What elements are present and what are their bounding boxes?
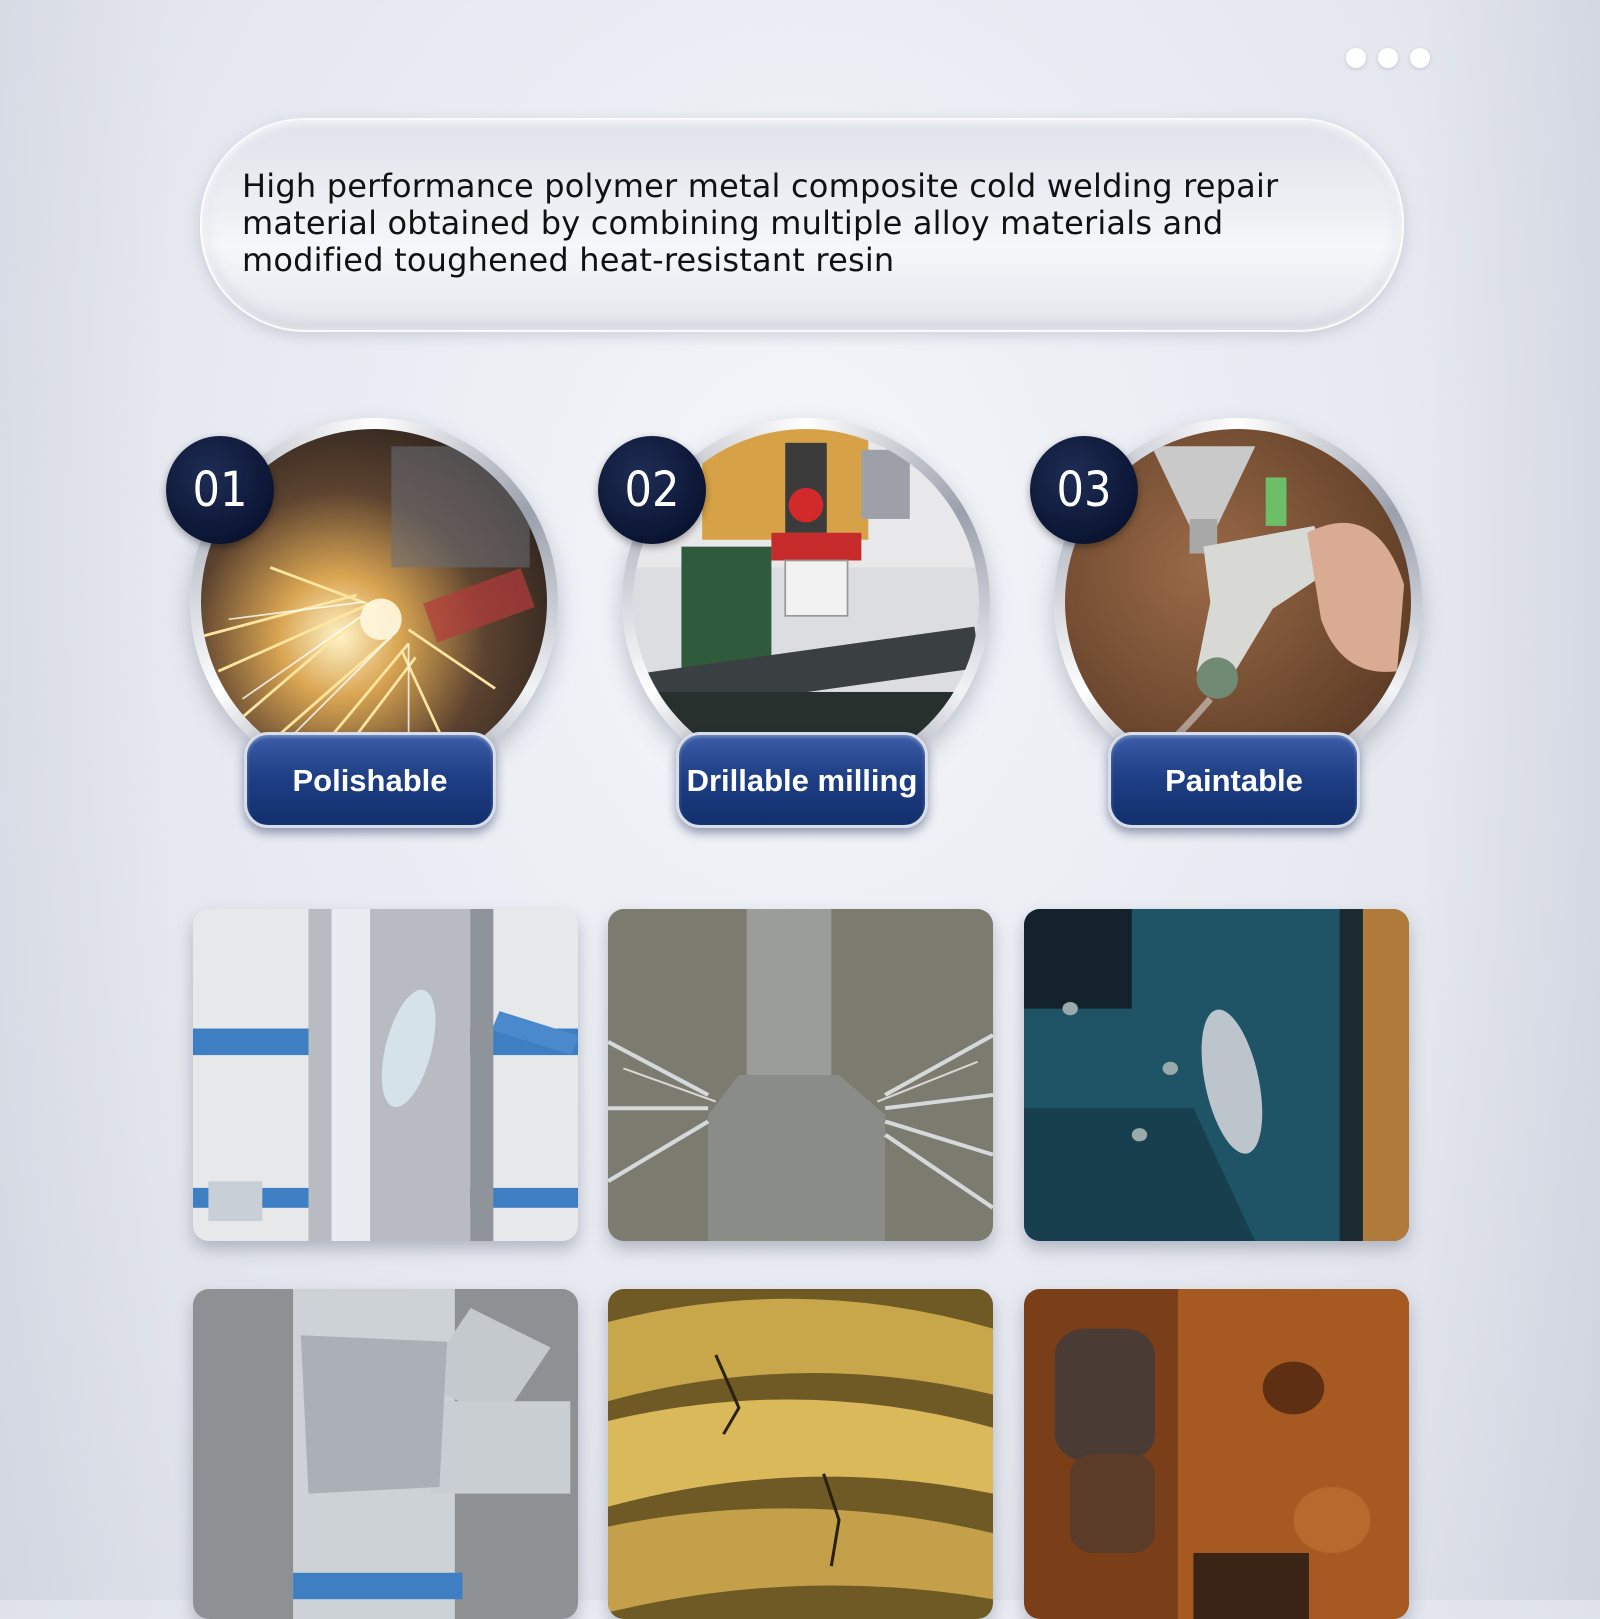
- right-shade: [1420, 0, 1600, 1600]
- feature-label: Polishable: [244, 732, 496, 828]
- feature-label: Paintable: [1108, 732, 1360, 828]
- leaking-pipe-photo: [608, 909, 993, 1241]
- pvc-pipe-repair-photo: [193, 1289, 578, 1619]
- more-options-icon[interactable]: [1346, 48, 1430, 68]
- rusted-valve-photo: [1024, 1289, 1409, 1619]
- left-shade: [0, 0, 170, 1600]
- step-number-badge: 02: [598, 436, 706, 544]
- dot: [1346, 48, 1366, 68]
- cracked-brass-pipe-photo: [608, 1289, 993, 1619]
- dot: [1410, 48, 1430, 68]
- step-number-badge: 01: [166, 436, 274, 544]
- feature-paintable: [1030, 418, 1430, 828]
- feature-drillable-milling: [598, 418, 998, 828]
- blue-machine-repair-photo: [1024, 909, 1409, 1241]
- feature-polishable: [166, 418, 566, 828]
- step-number-badge: 03: [1030, 436, 1138, 544]
- dot: [1378, 48, 1398, 68]
- stainless-pipe-repair-photo: [193, 909, 578, 1241]
- product-description: High performance polymer metal composite cold welding repair material obtained by combining multiple alloy materials and modified toughened heat-resistant resin: [242, 167, 1279, 279]
- feature-label: Drillable milling: [676, 732, 928, 828]
